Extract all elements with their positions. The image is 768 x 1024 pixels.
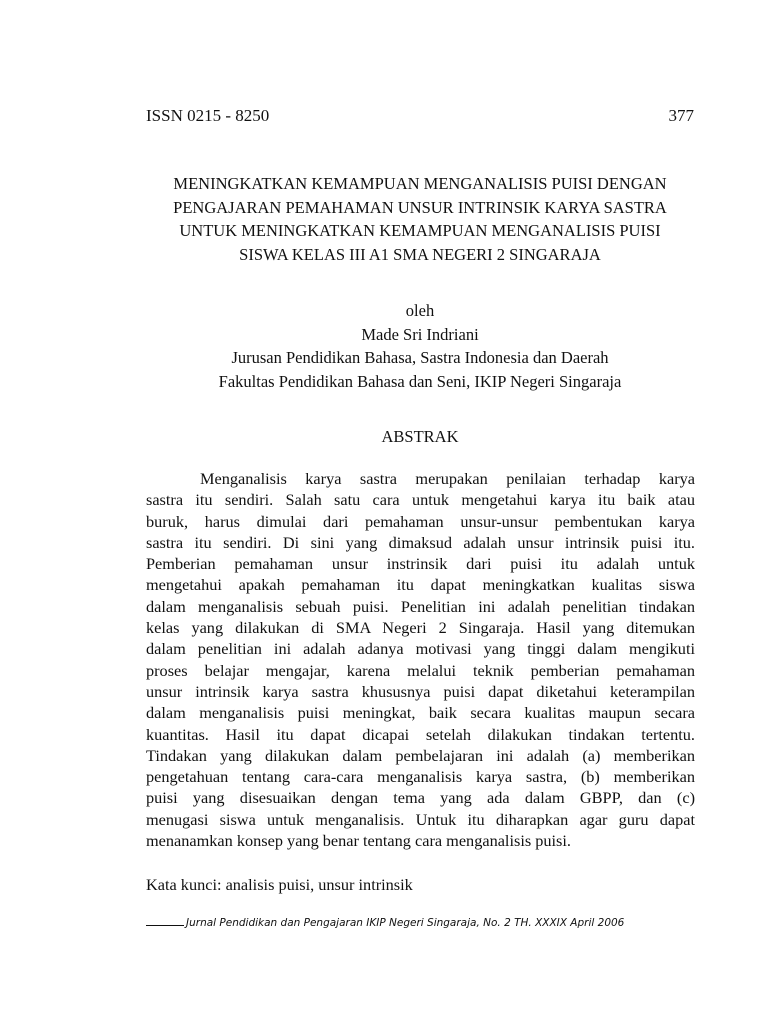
article-title xyxy=(120,172,720,266)
journal-footer xyxy=(146,917,624,929)
byline xyxy=(120,299,720,393)
abstract-line: dalam menganalisis puisi meningkat, baik secara kualitas maupun secara xyxy=(146,703,695,723)
issn-number: ISSN 0215 - 8250 xyxy=(146,106,270,125)
footer-rule xyxy=(146,925,184,926)
abstract-line: menugasi siswa untuk menganalisis. Untuk itu diharapkan agar guru dapat xyxy=(146,809,695,829)
page-header xyxy=(146,106,694,132)
title-line: SISWA KELAS III A1 SMA NEGERI 2 SINGARAJA xyxy=(239,244,601,264)
byline-oleh: oleh xyxy=(405,301,435,320)
author-name: Made Sri Indriani xyxy=(361,324,479,344)
abstract-line: Menganalisis karya sastra merupakan penilaian terhadap karya xyxy=(200,469,695,488)
author-department: Jurusan Pendidikan Bahasa, Sastra Indonesia dan Daerah xyxy=(231,348,609,367)
title-line: UNTUK MENINGKATKAN KEMAMPUAN MENGANALISIS PUISI xyxy=(179,221,661,240)
abstract-line: Pemberian pemahaman unsur instrinsik dari puisi itu adalah untuk xyxy=(146,554,695,574)
abstract-line: unsur intrinsik karya sastra khususnya puisi dapat diketahui keterampilan xyxy=(146,681,695,701)
abstract-line: sastra itu sendiri. Di sini yang dimaksud adalah unsur intrinsik puisi itu. xyxy=(146,532,695,552)
abstract-line: menanamkan konsep yang benar tentang cara menganalisis puisi. xyxy=(146,831,571,851)
abstract-line: Tindakan yang dilakukan dalam pembelajaran ini adalah (a) memberikan xyxy=(146,745,695,765)
abstract-line: kelas yang dilakukan di SMA Negeri 2 Singaraja. Hasil yang ditemukan xyxy=(146,618,695,638)
abstract-line: dalam penelitian ini adalah adanya motivasi yang tinggi dalam mengikuti xyxy=(146,639,695,659)
title-line: PENGAJARAN PEMAHAMAN UNSUR INTRINSIK KARYA SASTRA xyxy=(173,197,667,217)
abstract-line: puisi yang disesuaikan dengan tema yang ada dalam GBPP, dan (c) xyxy=(146,788,695,808)
author-faculty: Fakultas Pendidikan Bahasa dan Seni, IKIP Negeri Singaraja xyxy=(218,371,622,391)
keywords: Kata kunci: analisis puisi, unsur intrinsik xyxy=(146,875,413,894)
abstract-line: kuantitas. Hasil itu dapat dicapai setelah dilakukan tindakan tertentu. xyxy=(146,724,695,744)
abstract-line: sastra itu sendiri. Salah satu cara untuk mengetahui karya itu baik atau xyxy=(146,490,695,510)
journal-citation: Jurnal Pendidikan dan Pengajaran IKIP Negeri Singaraja, No. 2 TH. XXXIX April 2006 xyxy=(186,917,625,929)
abstract-body xyxy=(146,468,695,851)
abstract-line: dalam menganalisis sebuah puisi. Penelitian ini adalah penelitian tindakan xyxy=(146,596,695,616)
abstract-line: buruk, harus dimulai dari pemahaman unsur-unsur pembentukan karya xyxy=(146,511,695,531)
abstract-heading: ABSTRAK xyxy=(381,427,459,446)
page-number: 377 xyxy=(668,106,694,125)
abstract-line: mengetahui apakah pemahaman itu dapat meningkatkan kualitas siswa xyxy=(146,575,695,595)
abstract-line: proses belajar mengajar, karena melalui teknik pemberian pemahaman xyxy=(146,660,695,680)
abstract-line: pengetahuan tentang cara-cara menganalisis karya sastra, (b) memberikan xyxy=(146,767,695,787)
title-line: MENINGKATKAN KEMAMPUAN MENGANALISIS PUISI DENGAN xyxy=(173,174,667,193)
